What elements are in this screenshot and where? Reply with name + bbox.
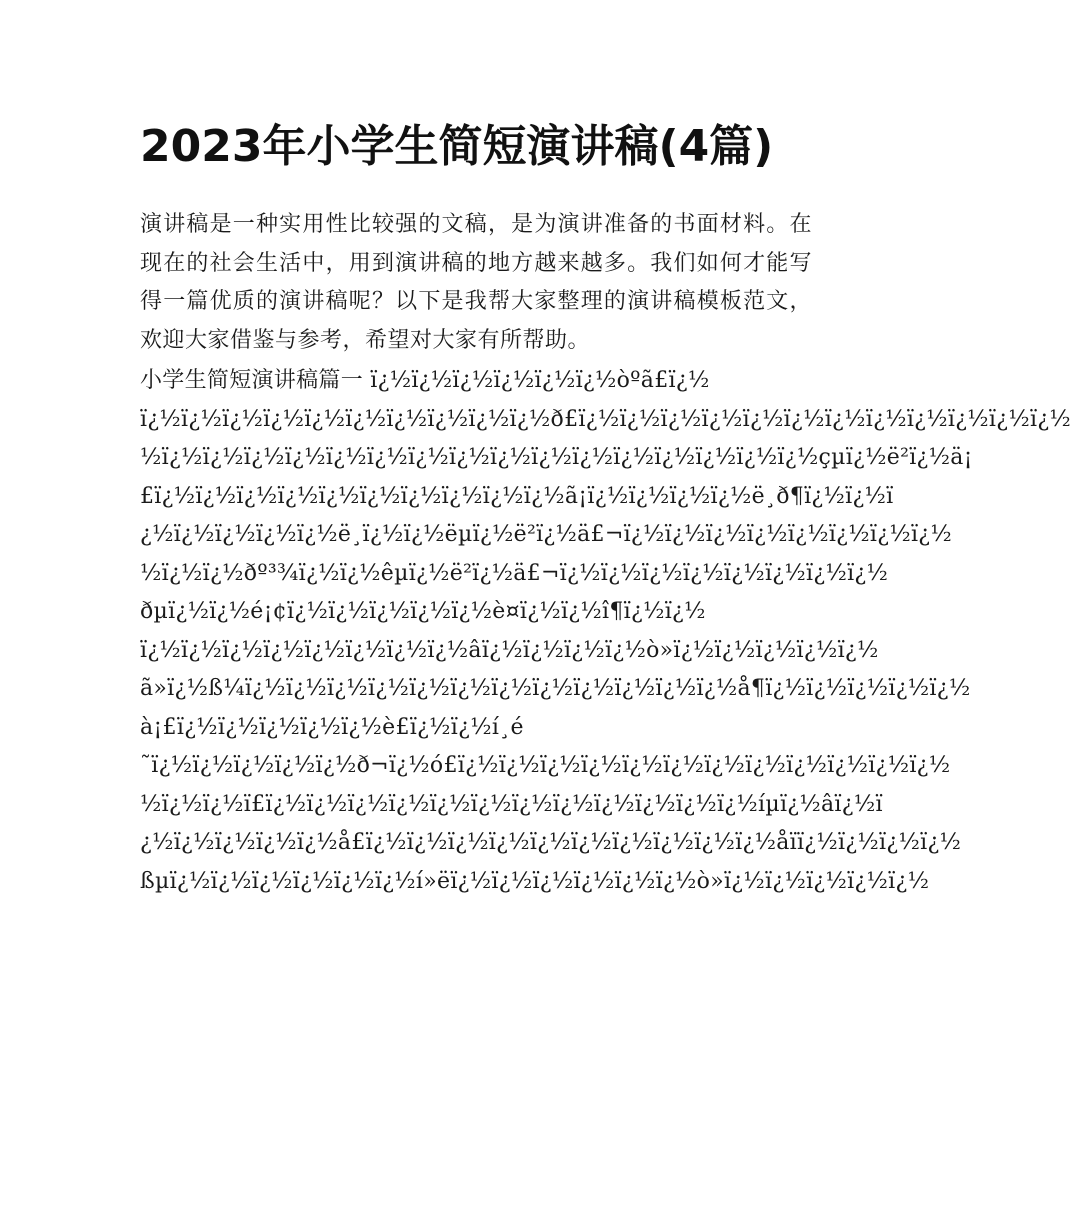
document-title: 2023年小学生简短演讲稿(4篇) <box>140 121 774 172</box>
body-line: £ï¿½ï¿½ï¿½ï¿½ï¿½ï¿½ï¿½ï¿½ï¿½ï¿½ã¡ï¿½ï¿½ï¿½ï¿½ë¸ð¶ï¿½ï¿½ï <box>140 483 894 509</box>
body-line: ¿½ï¿½ï¿½ï¿½ï¿½ë¸ï¿½ï¿½ëµï¿½ë²ï¿½ä£¬ï¿½ï¿½ï¿½ï¿½ï¿½ï¿½ï¿½ï¿½ <box>140 522 953 547</box>
body-line: à¡£ï¿½ï¿½ï¿½ï¿½ï¿½è£ï¿½ï¿½í¸é <box>140 714 524 740</box>
body-line: ˜ï¿½ï¿½ï¿½ï¿½ï¿½ð¬ï¿½ó£ï¿½ï¿½ï¿½ï¿½ï¿½ï¿½ï¿½ï¿½ï¿½ï¿½ï¿½ï¿½ <box>140 753 951 778</box>
body-line: ðµï¿½ï¿½é¡¢ï¿½ï¿½ï¿½ï¿½ï¿½è¤ï¿½ï¿½î¶ï¿½ï¿½ <box>140 599 706 624</box>
document-page <box>140 108 1071 901</box>
body-line: ¿½ï¿½ï¿½ï¿½ï¿½å£ï¿½ï¿½ï¿½ï¿½ï¿½ï¿½ï¿½ï¿½ï¿½ï¿½åïï¿½ï¿½ï¿½ï¿½ <box>140 830 962 855</box>
body-line: ½ï¿½ï¿½ï£ï¿½ï¿½ï¿½ï¿½ï¿½ï¿½ï¿½ï¿½ï¿½ï¿½ï¿½ï¿½íµï¿½âï¿½ï <box>140 791 883 817</box>
garbled-body <box>140 362 1071 901</box>
intro-paragraph: 演讲稿是一种实用性比较强的文稿，是为演讲准备的书面材料。在现在的社会生活中，用到演讲稿的地方越来越多。我们如何才能写得一篇优质的演讲稿呢？以下是我帮大家整理的演讲稿模板范文，欢迎大家借鉴与参考，希望对大家有所帮助。 <box>140 212 812 353</box>
body-line: ½ï¿½ï¿½ðº³¾ï¿½ï¿½êµï¿½ë²ï¿½ä£¬ï¿½ï¿½ï¿½ï¿½ï¿½ï¿½ï¿½ï¿½ <box>140 560 889 586</box>
body-line: ßµï¿½ï¿½ï¿½ï¿½ï¿½ï¿½í»ëï¿½ï¿½ï¿½ï¿½ï¿½ï¿½ò»ï¿½ï¿½ï¿½ï¿½ï¿½ <box>140 868 930 894</box>
body-line: 小学生简短演讲稿篇一 ï¿½ï¿½ï¿½ï¿½ï¿½ï¿½òºã£ï¿½ <box>140 368 710 393</box>
body-line: ï¿½ï¿½ï¿½ï¿½ï¿½ï¿½ï¿½ï¿½ï¿½ï¿½ð£ï¿½ï¿½ï¿½ï¿½ï¿½ï¿½ï¿½ï¿½ï¿½ï¿½ï¿½ï¿½ <box>140 406 1071 432</box>
body-line: ï¿½ï¿½ï¿½ï¿½ï¿½ï¿½ï¿½ï¿½âï¿½ï¿½ï¿½ï¿½ò»ï¿½ï¿½ï¿½ï¿½ï¿½ <box>140 637 879 663</box>
body-line: ½ï¿½ï¿½ï¿½ï¿½ï¿½ï¿½ï¿½ï¿½ï¿½ï¿½ï¿½ï¿½ï¿½ï¿½ï¿½ï¿½çµï¿½ë²ï¿½ä¡ <box>140 445 973 470</box>
body-line: ã»ï¿½ß¼ï¿½ï¿½ï¿½ï¿½ï¿½ï¿½ï¿½ï¿½ï¿½ï¿½ï¿½ï¿½å¶ï¿½ï¿½ï¿½ï¿½ï¿½ <box>140 676 971 701</box>
